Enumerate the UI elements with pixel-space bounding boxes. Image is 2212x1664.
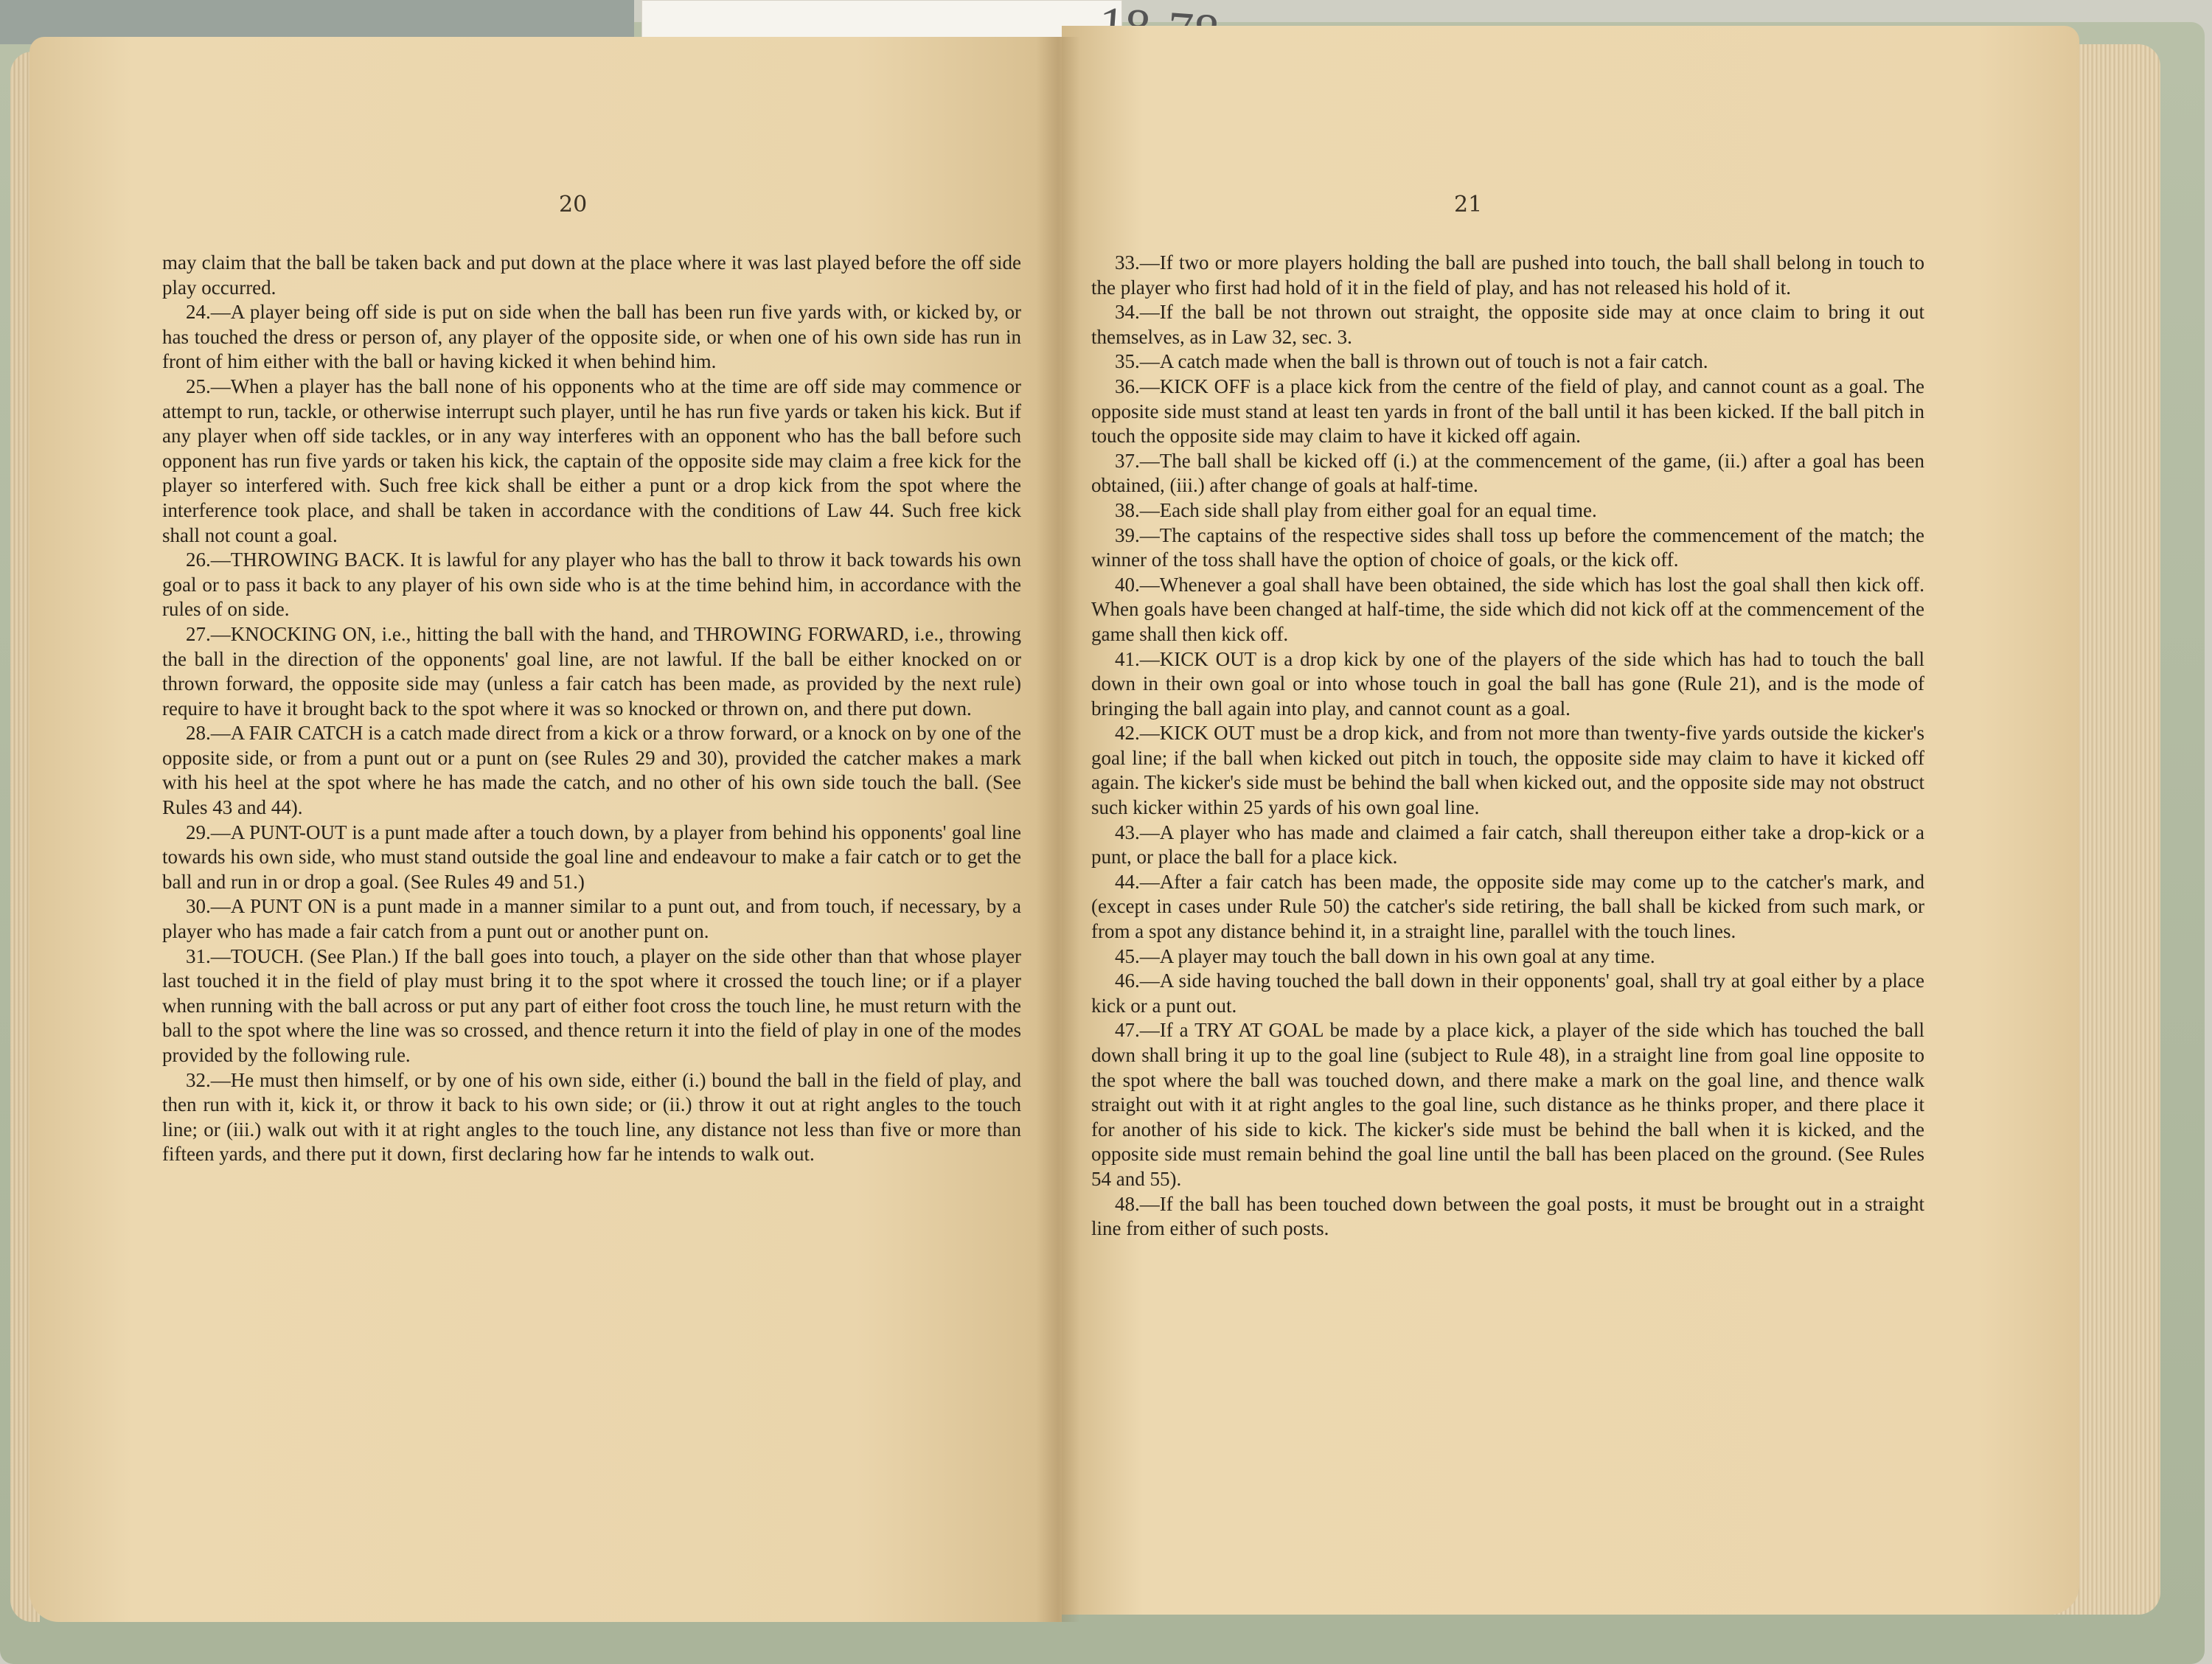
paragraph: 48.—If the ball has been touched down between the goal posts, it must be brought out in a straight line from either of such posts. [1091, 1192, 1924, 1240]
paragraph: may claim that the ball be taken back and put down at the place where it was last played before the off side play occurred. [162, 251, 1021, 299]
paragraph: 29.—A PUNT-OUT is a punt made after a touch down, by a player from behind his opponents' goal line towards his own side, who must stand outside the goal line and endeavour to make a fair catch or to get the ball and run in or drop a goal. (See Rules 49 and 51.) [162, 821, 1021, 893]
paragraph: 28.—A FAIR CATCH is a catch made direct from a kick or a throw forward, or a knock on by one of the opposite side, or from a punt out or a punt on (see Rules 29 and 30), provided the catcher makes a mark with his heel at the spot where he has made the catch, and no other of his own side touch the ball. (See Rules 43 and 44). [162, 722, 1021, 819]
paragraph: 39.—The captains of the respective sides shall toss up before the commencement of the match; the winner of the toss shall have the option of choice of goals, or the kick off. [1091, 523, 1924, 571]
paragraph: 36.—KICK OFF is a place kick from the centre of the field of play, and cannot count as a goal. The opposite side must stand at least ten yards in front of the ball until it has been kicked. If the ball pitch in touch the opposite side may claim to have it kicked off again. [1091, 375, 1924, 448]
paragraph: 42.—KICK OUT must be a drop kick, and from not more than twenty-five yards outside the kicker's goal line; if the ball when kicked out pitch in touch, the opposite side may claim to have it kicked off again. The kicker's side must be behind the ball when kicked out, and the opposite side may not obstruct such kicker within 25 yards of his own goal line. [1091, 722, 1924, 819]
paragraph: 34.—If the ball be not thrown out straight, the opposite side may at once claim to bring it out themselves, as in Law 32, sec. 3. [1091, 301, 1924, 348]
paragraph: 45.—A player may touch the ball down in his own goal at any time. [1115, 944, 1655, 967]
paragraph: 46.—A side having touched the ball down in their opponents' goal, shall try at goal either by a place kick or a punt out. [1091, 969, 1924, 1017]
paragraph: 25.—When a player has the ball none of his opponents who at the time are off side may commence or attempt to run, tackle, or otherwise interrupt such player, until he has run five yards or taken his kick. But if any player when off side tackles, or in any way interferes with an opponent who has the ball before such opponent has run five yards or taken his kick, the captain of the opposite side may claim a free kick for the player so interfered with. Such free kick shall be either a punt or a drop kick from the spot where the interference took place, and shall be taken in accordance with the conditions of Law 44. Such free kick shall not count a goal. [162, 375, 1021, 546]
paragraph: 40.—Whenever a goal shall have been obtained, the side which has lost the goal shall then kick off. When goals have been changed at half-time, the side which did not kick off at the commencement of the game shall then kick off. [1091, 573, 1924, 645]
paragraph: 26.—THROWING BACK. It is lawful for any player who has the ball to throw it back towards his own goal or to pass it back to any player of his own side who is at the time behind him, in accordance with the rules of on side. [162, 549, 1021, 621]
paragraph: 32.—He must then himself, or by one of his own side, either (i.) bound the ball in the field of play, and then run with it, kick it, or throw it back to his own side; or (ii.) throw it out at right angles to the touch line; or (iii.) walk out with it at right angles to the touch line, any distance not less than five or more than fifteen yards, and there put it down, first declaring how far he intends to walk out. [162, 1068, 1021, 1166]
paragraph: 47.—If a TRY AT GOAL be made by a place kick, a player of the side which has touched the ball down shall bring it up to the goal line (subject to Rule 48), in a straight line from goal line opposite to the spot where the ball was touched down, and there make a mark on the goal line, and thence walk straight out with it at right angles to the goal line, such distance as he thinks proper, and there place it for another of his side to kick. The kicker's side must be behind the ball when it is kicked, and the opposite side must remain behind the goal line until the ball has been placed on the ground. (See Rules 54 and 55). [1091, 1019, 1924, 1190]
left-page-text [162, 251, 1021, 1167]
left-page [29, 37, 1062, 1622]
right-page [1062, 26, 2079, 1615]
paragraph: 41.—KICK OUT is a drop kick by one of the players of the side which has had to touch the ball down in their own goal or into whose touch in goal the ball has gone (Rule 21), and is the mode of bringing the ball again into play, and cannot count as a goal. [1091, 647, 1924, 720]
paragraph: 35.—A catch made when the ball is thrown out of touch is not a fair catch. [1115, 350, 1708, 373]
book-gutter [1036, 37, 1080, 1622]
page-number-left: 20 [559, 192, 588, 217]
paragraph: 33.—If two or more players holding the ball are pushed into touch, the ball shall belong in touch to the player who first had hold of it in the field of play, and has not released his hold of it. [1091, 251, 1924, 299]
paragraph: 43.—A player who has made and claimed a fair catch, shall thereupon either take a drop-kick or a punt, or place the ball for a place kick. [1091, 821, 1924, 868]
paragraph: 38.—Each side shall play from either goal for an equal time. [1115, 498, 1597, 521]
paragraph: 27.—KNOCKING ON, i.e., hitting the ball with the hand, and THROWING FORWARD, i.e., throwing the ball in the direction of the opponents' goal line, are not lawful. If the ball be either knocked on or thrown forward, the opposite side may (unless a fair catch has been made, as provided by the next rule) require to have it brought back to the spot where it was so knocked or thrown on, and there put down. [162, 622, 1021, 720]
paragraph: 30.—A PUNT ON is a punt made in a manner similar to a punt out, and from touch, if necessary, by a player who has made a fair catch from a punt out or another punt on. [162, 895, 1021, 943]
paragraph: 37.—The ball shall be kicked off (i.) at the commencement of the game, (ii.) after a goal has been obtained, (iii.) after change of goals at half-time. [1091, 449, 1924, 497]
paragraph: 44.—After a fair catch has been made, the opposite side may come up to the catcher's mark, and (except in cases under Rule 50) the catcher's side retiring, the ball shall be kicked from such mark, or from a spot any distance behind it, in a straight line, parallel with the touch lines. [1091, 870, 1924, 943]
paragraph: 31.—TOUCH. (See Plan.) If the ball goes into touch, a player on the side other than that whose player last touched it in the field of play must bring it to the spot where it crossed the touch line; or if a player when running with the ball across or put any part of either foot cross the touch line, he must return with the ball to the spot where the line was so crossed, and thence return it into the field of play in one of the modes provided by the following rule. [162, 944, 1021, 1066]
right-page-text [1091, 251, 1924, 1242]
page-number-right: 21 [1454, 192, 1483, 217]
paragraph: 24.—A player being off side is put on side when the ball has been run five yards with, or kicked by, or has touched the dress or person of, any player of the opposite side, or when one of his own side has run in front of him either with the ball or having kicked it when behind him. [162, 301, 1021, 373]
